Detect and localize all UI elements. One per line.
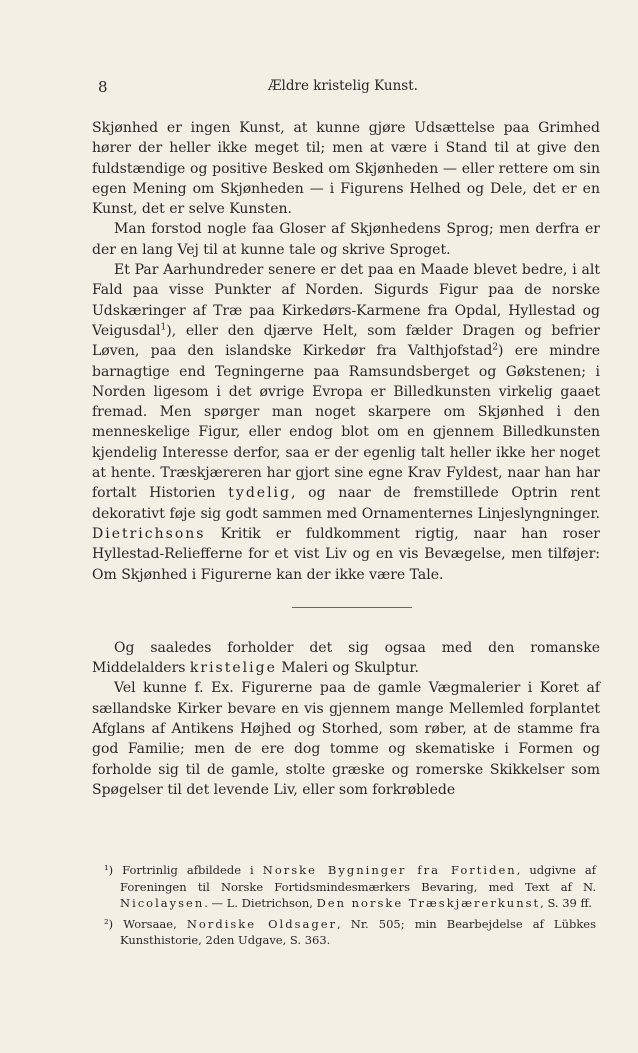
footnote-2-mark: ²) <box>104 916 114 931</box>
paragraph-4-text-a: Og saaledes forholder det sig ogsaa med den romanske Middelalders <box>92 639 600 677</box>
running-title: Ældre kristelig Kunst. <box>268 78 418 94</box>
paragraph-3-text-c: ) ere mindre barnagtige end Tegningerne paa Ramsundsberget og Gøkstenen; i Norden ligesom i det øvrige Evropa er Billedkunsten virkelig gaaet fremad. Men spørger man noget skarpere om Skjønhed i den menneskelige Figur, eller endog blot om en gjennem Billedkunsten kjendelig Interesse derfor, saa er der egenlig talt heller ikke her noget at hente. Træskjæreren har gjort sine egne Krav Fyldest, naar han har fortalt Historien <box>92 343 600 502</box>
footnote-1-text-a: Fortrinlig afbildede i <box>122 863 254 877</box>
page-number: 8 <box>98 78 108 96</box>
footnote-1-title-2: Den norske Træskjærerkunst <box>316 896 541 910</box>
footnote-1-mark: ¹) <box>104 863 114 877</box>
main-text <box>92 118 600 800</box>
footnote-1-text-g: , S. 39 ff. <box>540 896 592 910</box>
page-header <box>98 78 588 98</box>
emphasis-dietrichsons: Dietrichsons <box>92 525 206 542</box>
paragraph-4-text-b: Maleri og Skulptur. <box>281 660 419 677</box>
paragraph-3-text-a: Et Par Aarhundreder senere er det paa en Maade blevet bedre, i alt Fald paa visse Punkter af Norden. Sigurds Figur paa de norske Udskæringer af Træ paa Kirkedørs-Karmene fra Opdal, Hyllestad og Veigusdal <box>92 262 600 339</box>
paragraph-2: Man forstod nogle faa Gloser af Skjønhedens Sprog; men derfra er der en lang Vej til at kunne tale og skrive Sproget. <box>92 221 600 258</box>
section-divider <box>292 607 412 608</box>
footnote-2-text-a: Worsaae, <box>123 916 177 931</box>
emphasis-kristelige: kristelige <box>189 660 277 677</box>
paragraph-3-text-b: ), eller den djærve Helt, som fælder Dragen og befrier Løven, paa den islandske Kirkedør fra Valthjofstad <box>92 322 600 360</box>
footnote-1-text-e: . — L. Dietrichson, <box>204 896 313 910</box>
paragraph-4 <box>92 638 600 679</box>
footnote-1 <box>104 862 596 912</box>
footnote-1-author: Nicolaysen <box>120 896 205 910</box>
footnote-ref-1[interactable]: 1 <box>160 322 167 333</box>
footnote-1-text-c: , udgivne af Foreningen til Norske Fortidsmindesmærkers Bevaring, med Text af N. <box>120 863 597 894</box>
paragraph-3-text-e: Kritik er fuldkomment rigtig, naar han roser Hyllestad-Reliefferne for et vist Liv og en vis Bevægelse, men tilføjer: Om Skjønhed i Figurerne kan der ikke være Tale. <box>92 525 601 583</box>
paragraph-3-text-d: , og naar de fremstillede Optrin rent dekorativt føje sig godt sammen med Ornamenternes Linjeslyngninger. <box>92 485 601 522</box>
paragraph-5: Vel kunne f. Ex. Figurerne paa de gamle Vægmalerier i Koret af sællandske Kirker bevare en vis gjennem mange Mellemled forplantet Afglans af Antikens Højhed og Storhed, som røber, at de stamme fra god Familie; men de ere dog tomme og skematiske i Formen og forholde sig til de gamle, stolte græske og romerske Skikkelser som Spøgelser til det levende Liv, eller som forkrøblede <box>92 680 600 798</box>
footnotes <box>104 862 596 953</box>
paragraph-1: Skjønhed er ingen Kunst, at kunne gjøre Udsættelse paa Grimhed hører der heller ikke meget til; men at være i Stand til at give den fuldstændige og positive Besked om Skjønheden — eller rettere om sin egen Mening om Skjønheden — i Figurens Helhed og Dele, det er en Kunst, det er selve Kunsten. <box>92 120 600 218</box>
footnote-2 <box>104 916 596 949</box>
paragraph-3 <box>92 260 600 585</box>
footnote-ref-2[interactable]: 2 <box>492 342 499 353</box>
emphasis-tydelig: tydelig <box>228 485 291 502</box>
footnote-2-title: Nordiske Oldsager <box>186 916 338 931</box>
footnote-2-text-c: , Nr. 505; min Bearbejdelse af Lübkes Kunsthistorie, 2den Udgave, S. 363. <box>120 916 597 947</box>
footnote-1-title: Norske Bygninger fra Fortiden <box>262 863 517 877</box>
